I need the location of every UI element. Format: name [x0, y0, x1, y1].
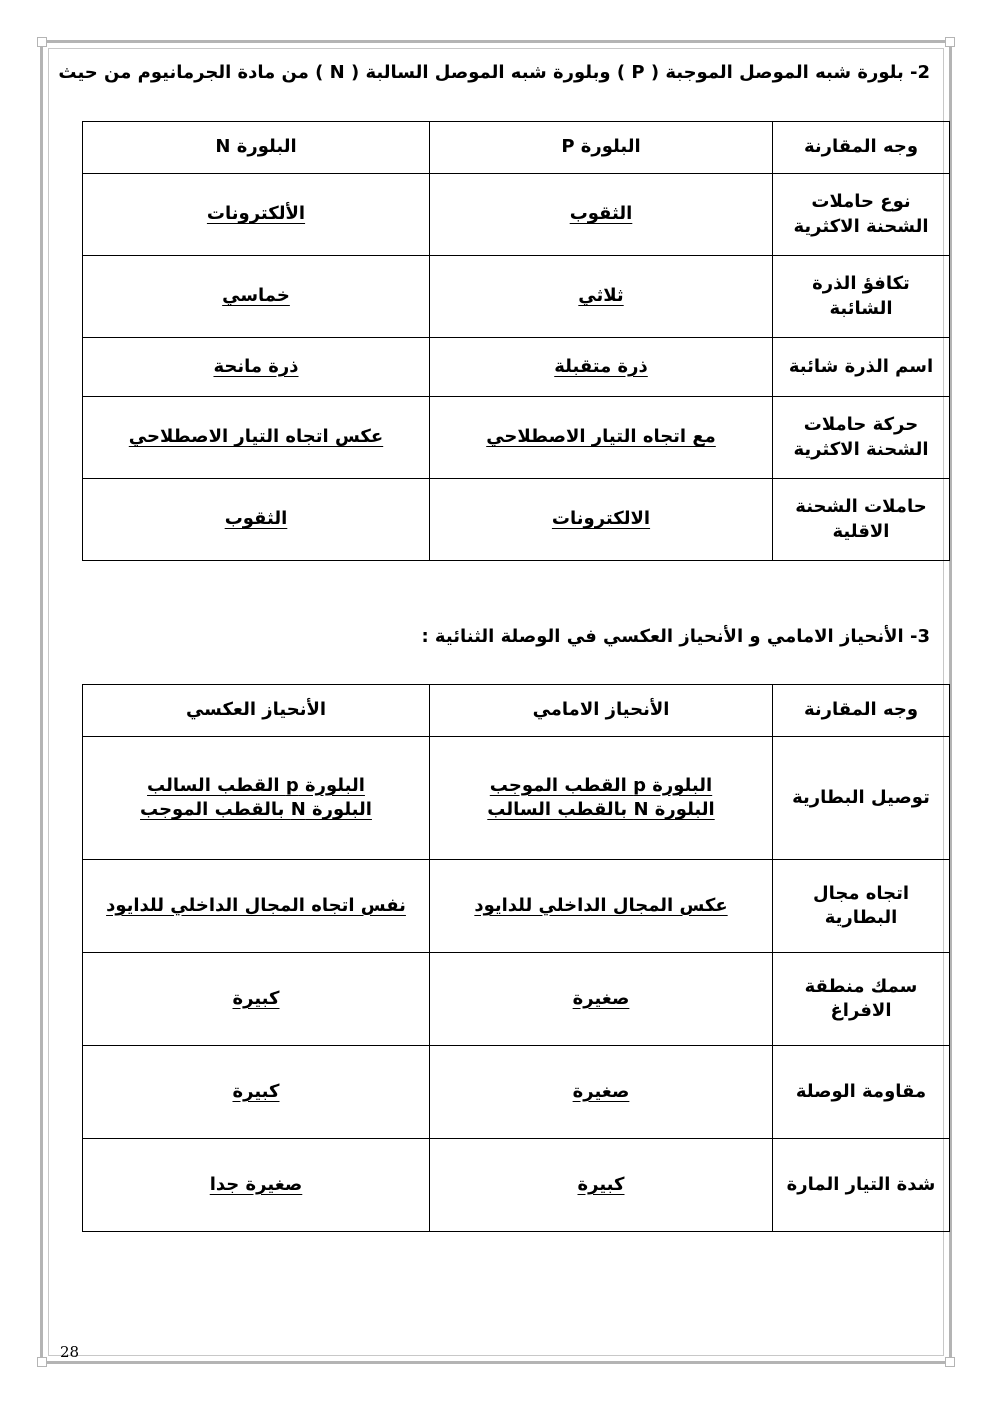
n-crystal-value: الألكترونات: [206, 203, 306, 225]
table-row: [83, 397, 950, 479]
table-row: [83, 174, 950, 256]
p-crystal-value: ذرة متقبلة: [554, 355, 648, 377]
row-aspect: حركة حاملات الشحنة الاكثرية: [773, 397, 950, 479]
p-crystal-value: ثلاثي: [578, 285, 624, 307]
table-header-row: [83, 685, 950, 737]
forward-bias-value: البلورة N بالقطب السالب: [487, 799, 715, 820]
row-aspect: توصيل البطارية: [773, 737, 950, 860]
row-aspect: مقاومة الوصلة: [773, 1046, 950, 1139]
forward-bias-value: البلورة p القطب الموجب: [489, 774, 713, 796]
section2-heading: 2- بلورة شبه الموصل الموجبة ( P ) وبلورة شبه الموصل السالبة ( N ) من مادة الجرمانيوم من حيث: [58, 62, 930, 83]
row-aspect: تكافؤ الذرة الشائبة: [773, 256, 950, 338]
border-corner: [37, 1357, 47, 1367]
table-row: [83, 860, 950, 953]
reverse-bias-value: صغيرة جدا: [209, 1173, 303, 1195]
crystal-comparison-table: [82, 121, 950, 561]
n-crystal-value: الثقوب: [224, 508, 288, 530]
table-row: [83, 256, 950, 338]
reverse-bias-value: كبيرة: [232, 1080, 280, 1102]
column-header: الأنحياز العكسي: [83, 685, 430, 737]
table-row: [83, 953, 950, 1046]
row-aspect: نوع حاملات الشحنة الاكثرية: [773, 174, 950, 256]
table-row: [83, 338, 950, 397]
table-row: [83, 479, 950, 561]
column-header: وجه المقارنة: [773, 685, 950, 737]
p-crystal-value: مع اتجاه التيار الاصطلاحي: [486, 426, 716, 448]
row-aspect: اسم الذرة شائبة: [773, 338, 950, 397]
reverse-bias-value: البلورة N بالقطب الموجب: [140, 799, 372, 820]
border-corner: [945, 1357, 955, 1367]
row-aspect: سمك منطقة الافراغ: [773, 953, 950, 1046]
reverse-bias-value: كبيرة: [232, 987, 280, 1009]
reverse-bias-value: نفس اتجاه المجال الداخلي للدايود: [106, 894, 406, 916]
n-crystal-value: ذرة مانحة: [213, 355, 299, 377]
section3-heading: 3- الأنحياز الامامي و الأنحياز العكسي في الوصلة الثنائية :: [421, 626, 930, 647]
table-header-row: [83, 122, 950, 174]
forward-bias-value: عكس المجال الداخلي للدايود: [474, 894, 728, 916]
border-corner: [37, 37, 47, 47]
table-row: [83, 1046, 950, 1139]
forward-bias-value: صغيرة: [572, 987, 630, 1009]
table-row: [83, 1139, 950, 1232]
row-aspect: شدة التيار المارة: [773, 1139, 950, 1232]
column-header: البلورة P: [430, 122, 773, 174]
reverse-bias-value: البلورة p القطب السالب: [147, 774, 365, 796]
p-crystal-value: الثقوب: [569, 203, 633, 225]
column-header: البلورة N: [83, 122, 430, 174]
row-aspect: حاملات الشحنة الاقلية: [773, 479, 950, 561]
forward-bias-value: كبيرة: [577, 1173, 625, 1195]
column-header: الأنحياز الامامي: [430, 685, 773, 737]
n-crystal-value: خماسي: [222, 285, 290, 307]
bias-comparison-table: [82, 684, 950, 1232]
page-number: 28: [60, 1343, 80, 1361]
column-header: وجه المقارنة: [773, 122, 950, 174]
border-corner: [945, 37, 955, 47]
row-aspect: اتجاه مجال البطارية: [773, 860, 950, 953]
forward-bias-value: صغيرة: [572, 1080, 630, 1102]
n-crystal-value: عكس اتجاه التيار الاصطلاحي: [128, 426, 384, 448]
table-row: [83, 737, 950, 860]
p-crystal-value: الالكترونات: [551, 508, 651, 530]
